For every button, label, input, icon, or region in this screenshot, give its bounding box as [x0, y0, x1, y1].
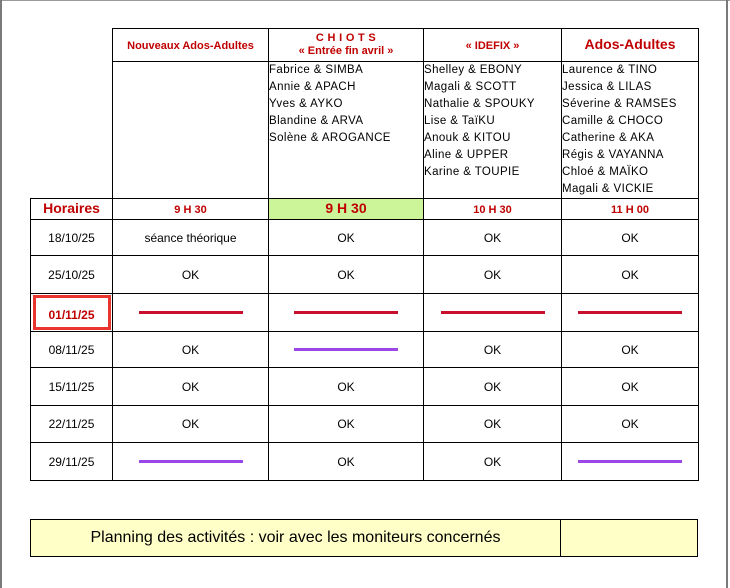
- participant: Chloé & MAÏKO: [562, 166, 649, 178]
- cell-nouveaux: [113, 220, 269, 256]
- names-ados-adultes: [562, 62, 699, 199]
- status-text: OK: [337, 230, 355, 245]
- status-text: OK: [621, 267, 639, 282]
- status-text: OK: [483, 267, 502, 282]
- cancelled-line: [578, 311, 682, 314]
- cell-ados-adultes: [562, 368, 699, 406]
- cell-idefix: [424, 220, 562, 256]
- participant: Catherine & AKA: [562, 132, 655, 144]
- participant: Nathalie & SPOUKY: [424, 98, 535, 110]
- time-nouveaux: 9 H 30: [113, 199, 269, 220]
- participant: Jessica & LILAS: [562, 81, 652, 93]
- participant: Shelley & EBONY: [424, 64, 523, 76]
- cancelled-line: [294, 311, 398, 314]
- cell-chiots: [269, 256, 424, 294]
- date-row: [31, 443, 699, 481]
- status-text: OK: [483, 417, 502, 431]
- cell-ados-adultes: [562, 406, 699, 443]
- participant: Aline & UPPER: [424, 149, 509, 161]
- cell-idefix: [424, 443, 562, 481]
- participant: Magali & VICKIE: [562, 183, 654, 195]
- status-text: OK: [621, 342, 639, 357]
- footer-text: Planning des activités : voir avec les moniteurs concernés: [31, 520, 561, 557]
- header-row: [31, 29, 699, 62]
- window-top-edge: [0, 0, 730, 1]
- chiots-subtitle: « Entrée fin avril »: [298, 45, 394, 57]
- cell-idefix: [424, 256, 562, 294]
- participant: Solène & AROGANCE: [269, 132, 391, 144]
- status-text: OK: [483, 230, 502, 245]
- status-text: OK: [483, 379, 502, 394]
- time-ados-adultes: 11 H 00: [562, 199, 699, 220]
- date-row: [31, 332, 699, 368]
- date-label: 15/11/25: [48, 379, 95, 394]
- cell-chiots: [269, 406, 424, 443]
- no-session-line: [578, 460, 682, 463]
- date-row: [31, 220, 699, 256]
- cell-ados-adultes: [562, 332, 699, 368]
- time-idefix: 10 H 30: [424, 199, 562, 220]
- cell-nouveaux: [113, 294, 269, 332]
- date-cell: [31, 443, 113, 481]
- participant: Yves & AYKO: [269, 98, 343, 110]
- footer-box: [30, 519, 698, 557]
- date-label: 08/11/25: [48, 342, 95, 357]
- date-row: [31, 294, 699, 332]
- cell-ados-adultes: [562, 294, 699, 332]
- date-cell: [31, 256, 113, 294]
- status-text: OK: [337, 267, 355, 282]
- date-label: 25/10/25: [48, 267, 95, 282]
- date-label: 29/11/25: [48, 454, 95, 469]
- status-text: OK: [181, 342, 200, 357]
- cell-nouveaux: [113, 256, 269, 294]
- participant: Karine & TOUPIE: [424, 166, 520, 178]
- status-text: OK: [181, 267, 200, 282]
- participant: Camille & CHOCO: [562, 115, 664, 127]
- participant: Annie & APACH: [269, 81, 356, 93]
- cancelled-line: [441, 311, 545, 314]
- participant: Lise & TaïKU: [424, 115, 496, 127]
- date-row: [31, 406, 699, 443]
- cell-chiots: [269, 443, 424, 481]
- header-chiots: [269, 29, 424, 62]
- date-cell: [31, 220, 113, 256]
- cell-ados-adultes: [562, 220, 699, 256]
- status-text: OK: [483, 342, 502, 357]
- horaires-row: [31, 199, 699, 220]
- chiots-title: C H I O T S: [315, 32, 377, 44]
- participant: Magali & SCOTT: [424, 81, 517, 93]
- names-row: [31, 62, 699, 199]
- horaires-label: Horaires: [31, 199, 113, 220]
- cell-idefix: [424, 294, 562, 332]
- participant: Laurence & TINO: [562, 64, 658, 76]
- participant: Régis & VAYANNA: [562, 149, 664, 161]
- status-text: OK: [337, 417, 355, 431]
- footer-empty-cell: [561, 520, 698, 557]
- status-text: OK: [483, 454, 502, 469]
- status-text: OK: [621, 230, 639, 245]
- window-right-edge: [726, 0, 728, 588]
- corner-empty: [31, 29, 113, 62]
- header-nouveaux: Nouveaux Ados-Adultes: [113, 29, 269, 62]
- cell-nouveaux: [113, 443, 269, 481]
- cancelled-line: [139, 311, 243, 314]
- header-ados-adultes: Ados-Adultes: [562, 29, 699, 62]
- status-text: OK: [621, 417, 639, 431]
- cell-idefix: [424, 406, 562, 443]
- participant: Anouk & KITOU: [424, 132, 511, 144]
- status-text: OK: [181, 417, 200, 431]
- date-label: 22/11/25: [48, 417, 95, 431]
- cell-idefix: [424, 332, 562, 368]
- window-left-edge: [0, 0, 2, 588]
- status-text: OK: [621, 379, 639, 394]
- date-row: [31, 368, 699, 406]
- status-text: séance théorique: [144, 230, 237, 245]
- date-row: [31, 256, 699, 294]
- cell-chiots: [269, 220, 424, 256]
- participant: Fabrice & SIMBA: [269, 64, 364, 76]
- names-nouveaux: [113, 62, 269, 199]
- date-cell: [31, 406, 113, 443]
- status-text: OK: [181, 379, 200, 394]
- schedule-table: [30, 28, 699, 481]
- cell-ados-adultes: [562, 256, 699, 294]
- participant: Blandine & ARVA: [269, 115, 364, 127]
- header-idefix: « IDEFIX »: [424, 29, 562, 62]
- status-text: OK: [337, 454, 355, 469]
- cell-nouveaux: [113, 332, 269, 368]
- no-session-line: [294, 348, 398, 351]
- cell-chiots: [269, 332, 424, 368]
- highlighted-date: 01/11/25: [33, 295, 111, 330]
- cell-nouveaux: [113, 406, 269, 443]
- no-session-line: [139, 460, 243, 463]
- time-chiots: 9 H 30: [269, 199, 424, 220]
- names-chiots: [269, 62, 424, 199]
- cell-idefix: [424, 368, 562, 406]
- status-text: OK: [337, 379, 355, 394]
- cell-chiots: [269, 294, 424, 332]
- cell-nouveaux: [113, 368, 269, 406]
- date-cell: [31, 294, 113, 332]
- names-idefix: [424, 62, 562, 199]
- cell-chiots: [269, 368, 424, 406]
- participant: Séverine & RAMSES: [562, 98, 677, 110]
- date-label: 18/10/25: [48, 230, 95, 245]
- cell-ados-adultes: [562, 443, 699, 481]
- date-cell: [31, 332, 113, 368]
- date-cell: [31, 368, 113, 406]
